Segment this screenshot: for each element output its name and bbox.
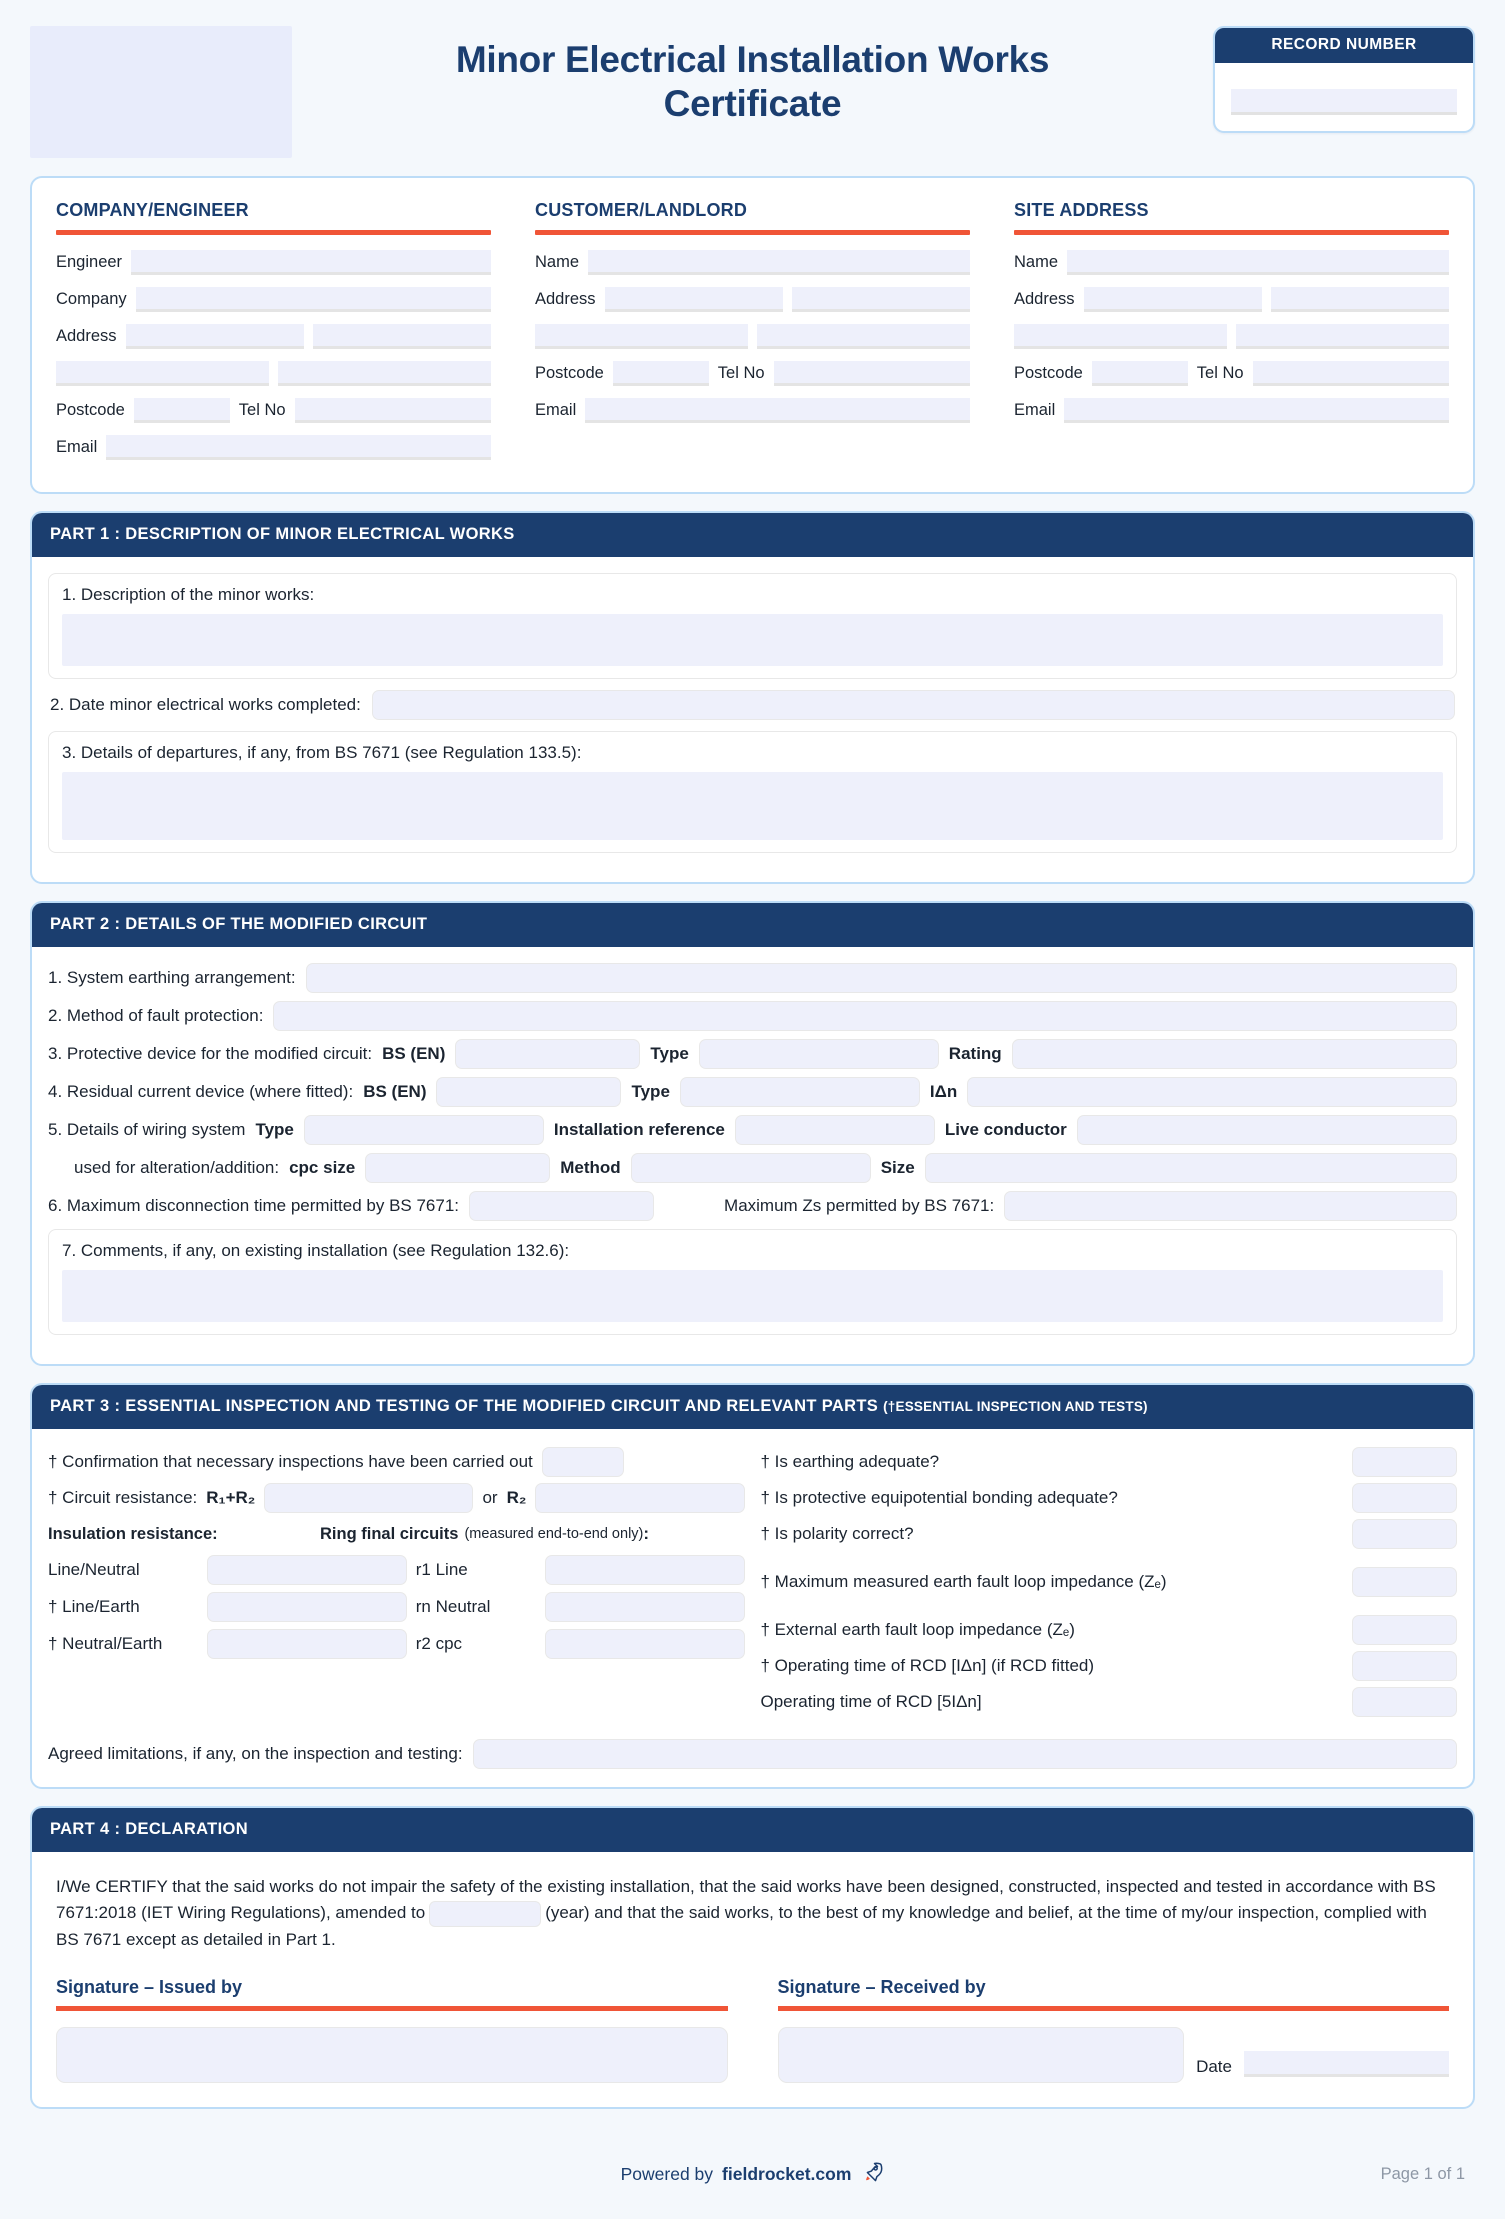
brand-name[interactable]: fieldrocket.com: [722, 2164, 852, 2185]
address-line2-input[interactable]: [313, 324, 491, 349]
part-4-section: [30, 1806, 1475, 2109]
part-3-body: [32, 1429, 1473, 1787]
rn-neutral-input[interactable]: [545, 1592, 745, 1622]
part-1-heading: PART 1 : DESCRIPTION OF MINOR ELECTRICAL WORKS: [32, 513, 1473, 557]
postcode-input[interactable]: [1092, 361, 1188, 386]
field-row-name: [1014, 248, 1449, 276]
accent-divider: [56, 230, 491, 235]
field-row-postcode-tel: [535, 359, 970, 387]
confirmation-row: [48, 1445, 745, 1479]
part2-item6b-label: Maximum Zs permitted by BS 7671:: [724, 1196, 995, 1215]
line-earth-input[interactable]: [207, 1592, 407, 1622]
rcd-bsen-input[interactable]: [436, 1077, 621, 1107]
rocket-icon: [860, 2160, 884, 2189]
page-number: Page 1 of 1: [1380, 2165, 1465, 2184]
part2-item5-row: [48, 1115, 1457, 1145]
engineer-input[interactable]: [131, 250, 491, 275]
agreed-limitations-input[interactable]: [473, 1739, 1457, 1769]
part2-item1-label: 1. System earthing arrangement:: [48, 968, 296, 987]
part-4-body: [32, 1852, 1473, 2107]
external-zs-label: † External earth fault loop impedance (Zₑ): [760, 1620, 1075, 1639]
rcd-type-input[interactable]: [680, 1077, 920, 1107]
rcd-idn-label: IΔn: [929, 1082, 958, 1101]
part2-item1-row: [48, 963, 1457, 993]
rn-neutral-label: rn Neutral: [415, 1597, 491, 1616]
powered-by: [621, 2160, 885, 2189]
postcode-input[interactable]: [613, 361, 709, 386]
r1-line-input[interactable]: [545, 1555, 745, 1585]
r1-plus-r2-input[interactable]: [264, 1483, 473, 1513]
field-row-address: [535, 285, 970, 313]
size-label: Size: [880, 1158, 915, 1177]
r2-cpc-input[interactable]: [545, 1629, 745, 1659]
field-row-company: [56, 285, 491, 313]
field-row-postcode-tel: [1014, 359, 1449, 387]
part2-item6-label: 6. Maximum disconnection time permitted by BS 7671:: [48, 1196, 460, 1215]
live-conductor-input[interactable]: [1077, 1115, 1457, 1145]
page-title: Minor Electrical Installation Works Certificate: [455, 39, 1050, 124]
email-label: Email: [56, 437, 98, 456]
rcd-operating-time-input[interactable]: [1352, 1651, 1457, 1681]
max-zs-permitted-input[interactable]: [1004, 1191, 1457, 1221]
max-measured-zs-input[interactable]: [1352, 1567, 1457, 1597]
name-label: Name: [1014, 252, 1059, 271]
agreed-limitations-row: [48, 1735, 1457, 1769]
signature-issued-by-canvas[interactable]: [56, 2027, 728, 2083]
signature-grid: [48, 1957, 1457, 2089]
address-label: Address: [56, 326, 117, 345]
agreed-limitations-label: Agreed limitations, if any, on the inspection and testing:: [48, 1744, 463, 1763]
accent-divider: [1014, 230, 1449, 235]
name-label: Name: [535, 252, 580, 271]
address-label: Address: [535, 289, 596, 308]
ring-final-colon: :: [643, 1524, 650, 1543]
address-line1-input[interactable]: [605, 287, 783, 312]
part2-item3-label: 3. Protective device for the modified circuit:: [48, 1044, 373, 1063]
wiring-system-type-input[interactable]: [304, 1115, 544, 1145]
page-footer: [30, 2126, 1475, 2219]
part1-departures-textarea[interactable]: [62, 772, 1443, 840]
contact-column-site-address: [1014, 200, 1449, 470]
postcode-input[interactable]: [134, 398, 230, 423]
address-label: Address: [1014, 289, 1075, 308]
external-zs-row: [761, 1613, 1458, 1647]
max-disconnection-time-input[interactable]: [469, 1191, 654, 1221]
installation-reference-input[interactable]: [735, 1115, 935, 1145]
line-neutral-label: Line/Neutral: [48, 1560, 140, 1579]
field-row-address-2: [1014, 322, 1449, 350]
polarity-correct-row: [761, 1517, 1458, 1551]
part1-item2-row: [48, 690, 1457, 720]
declaration-text-part-b: (year) and that the said works, to the best of my knowledge and belief, at the time of my/our inspection, complied with BS 7671 except as detailed in Part 1.: [56, 1903, 1427, 1949]
cpc-size-label: cpc size: [289, 1158, 356, 1177]
part2-item5-label: 5. Details of wiring system: [48, 1120, 246, 1139]
external-zs-input[interactable]: [1352, 1615, 1457, 1645]
contacts-panel: [30, 176, 1475, 494]
contact-column-title: CUSTOMER/LANDLORD: [535, 200, 748, 220]
installation-reference-label: Installation reference: [553, 1120, 725, 1139]
contacts-grid: [56, 200, 1449, 470]
r2-input[interactable]: [535, 1483, 744, 1513]
rcd-operating-time-label: † Operating time of RCD [IΔn] (if RCD fitted): [760, 1656, 1095, 1675]
part1-item2-label: 2. Date minor electrical works completed:: [50, 695, 361, 714]
part1-date-completed-input[interactable]: [372, 690, 1455, 720]
part-1-section: [30, 511, 1475, 884]
protective-device-rating-label: Rating: [948, 1044, 1002, 1063]
contact-column-title: COMPANY/ENGINEER: [56, 200, 249, 220]
accent-divider: [56, 2006, 728, 2011]
record-number-input[interactable]: [1231, 89, 1457, 115]
part2-item2-label: 2. Method of fault protection:: [48, 1006, 264, 1025]
part-1-body: [32, 557, 1473, 882]
part-4-heading: PART 4 : DECLARATION: [32, 1808, 1473, 1852]
address-line1-input[interactable]: [126, 324, 304, 349]
polarity-correct-input[interactable]: [1352, 1519, 1457, 1549]
bonding-adequate-row: [761, 1481, 1458, 1515]
name-input[interactable]: [1067, 250, 1449, 275]
method-input[interactable]: [631, 1153, 871, 1183]
circuit-or-label: or: [482, 1488, 498, 1507]
part-3-section: [30, 1383, 1475, 1789]
tel-no-label: Tel No: [238, 400, 286, 419]
size-input[interactable]: [925, 1153, 1457, 1183]
part2-comments-textarea[interactable]: [62, 1270, 1443, 1322]
bonding-adequate-input[interactable]: [1352, 1483, 1457, 1513]
protective-device-type-input[interactable]: [699, 1039, 939, 1069]
insulation-resistance-grid: [48, 1555, 745, 1659]
email-input[interactable]: [106, 435, 491, 460]
line-earth-label: † Line/Earth: [48, 1597, 140, 1616]
rcd-bsen-label: BS (EN): [363, 1082, 427, 1101]
declaration-text-part-a: I/We CERTIFY that the said works do not impair the safety of the existing installation, that the said works have been designed, constructed, inspected and tested in accordance with BS 7671:2018 (IET Wiring Regulations), amended to: [56, 1877, 1436, 1923]
circuit-resistance-row: [48, 1481, 745, 1515]
tel-no-input[interactable]: [774, 361, 970, 386]
name-input[interactable]: [588, 250, 970, 275]
part-3-grid: [48, 1445, 1457, 1721]
address-line1-input[interactable]: [1084, 287, 1262, 312]
part2-item6-row: [48, 1191, 1457, 1221]
rcd-operating-time-row: [761, 1649, 1458, 1683]
insulation-ring-heads: [48, 1517, 745, 1551]
part1-description-textarea[interactable]: [62, 614, 1443, 666]
signature-issued-by-title: Signature – Issued by: [56, 1977, 243, 1998]
field-row-email: [1014, 396, 1449, 424]
email-label: Email: [1014, 400, 1056, 419]
circuit-resistance-label: † Circuit resistance:: [48, 1488, 198, 1507]
wiring-system-type-label: Type: [255, 1120, 294, 1139]
part-3-left-column: [48, 1445, 745, 1721]
company-input[interactable]: [136, 287, 491, 312]
bonding-adequate-label: † Is protective equipotential bonding adequate?: [760, 1488, 1118, 1507]
system-earthing-arrangement-input[interactable]: [306, 963, 1457, 993]
tel-no-input[interactable]: [295, 398, 491, 423]
part-3-right-column: [761, 1445, 1458, 1721]
part2-item4-row: [48, 1077, 1457, 1107]
neutral-earth-input[interactable]: [207, 1629, 407, 1659]
postcode-label: Postcode: [1014, 363, 1083, 382]
contact-column-title: SITE ADDRESS: [1014, 200, 1149, 220]
address-line3-input[interactable]: [1014, 324, 1227, 349]
part1-item1-box: [48, 573, 1457, 679]
r1-plus-r2-label: R₁+R₂: [206, 1488, 256, 1507]
address-line2-input[interactable]: [1271, 287, 1449, 312]
max-measured-zs-row: [761, 1553, 1458, 1611]
method-of-fault-protection-input[interactable]: [273, 1001, 1457, 1031]
field-row-address-2: [56, 359, 491, 387]
protective-device-type-label: Type: [650, 1044, 689, 1063]
confirmation-input[interactable]: [542, 1447, 624, 1477]
record-number-body: [1215, 63, 1473, 131]
part2-item3-row: [48, 1039, 1457, 1069]
confirmation-label: † Confirmation that necessary inspections have been carried out: [48, 1452, 533, 1471]
max-measured-zs-label: † Maximum measured earth fault loop impedance (Zₑ): [760, 1572, 1167, 1592]
email-input[interactable]: [1064, 398, 1449, 423]
tel-no-input[interactable]: [1253, 361, 1449, 386]
company-logo-placeholder: [30, 26, 292, 158]
part1-item1-label: 1. Description of the minor works:: [62, 585, 315, 604]
record-number-card: [1213, 26, 1475, 133]
signature-received-by-canvas[interactable]: [778, 2027, 1185, 2083]
contact-column-company-engineer: [56, 200, 491, 470]
contact-column-customer-landlord: [535, 200, 970, 470]
protective-device-bsen-input[interactable]: [455, 1039, 640, 1069]
cpc-size-input[interactable]: [365, 1153, 550, 1183]
address-line4-input[interactable]: [278, 361, 491, 386]
signature-received-by-title: Signature – Received by: [777, 1977, 986, 1998]
rcd-5idn-input[interactable]: [1352, 1687, 1457, 1717]
ring-final-note: (measured end-to-end only): [464, 1526, 644, 1542]
address-line3-input[interactable]: [56, 361, 269, 386]
address-line4-input[interactable]: [1236, 324, 1449, 349]
company-label: Company: [56, 289, 127, 308]
protective-device-bsen-label: BS (EN): [382, 1044, 446, 1063]
protective-device-rating-input[interactable]: [1012, 1039, 1457, 1069]
address-line2-input[interactable]: [792, 287, 970, 312]
polarity-correct-label: † Is polarity correct?: [760, 1524, 914, 1543]
signature-issued-by-block: [56, 1977, 728, 2083]
postcode-label: Postcode: [535, 363, 604, 382]
part-3-heading: [32, 1385, 1473, 1429]
part2-item7-label: 7. Comments, if any, on existing installation (see Regulation 132.6):: [62, 1241, 570, 1260]
postcode-label: Postcode: [56, 400, 125, 419]
field-row-postcode-tel: [56, 396, 491, 424]
signature-received-by-block: [778, 1977, 1450, 2083]
part-3-heading-main: PART 3 : ESSENTIAL INSPECTION AND TESTING OF THE MODIFIED CIRCUIT AND RELEVANT PARTS: [50, 1397, 879, 1415]
part-2-heading: PART 2 : DETAILS OF THE MODIFIED CIRCUIT: [32, 903, 1473, 947]
date-label: Date: [1196, 2057, 1232, 2077]
ring-final-circuits-heading: Ring final circuits: [320, 1524, 459, 1543]
rcd-type-label: Type: [631, 1082, 670, 1101]
accent-divider: [778, 2006, 1450, 2011]
signature-received-row: [778, 2027, 1450, 2083]
tel-no-label: Tel No: [1196, 363, 1244, 382]
field-row-name: [535, 248, 970, 276]
page-header: [30, 0, 1475, 176]
neutral-earth-label: † Neutral/Earth: [48, 1634, 163, 1653]
part-2-body: [32, 947, 1473, 1364]
accent-divider: [535, 230, 970, 235]
part2-item5b-row: [48, 1153, 1457, 1183]
rcd-5idn-label: Operating time of RCD [5IΔn]: [760, 1692, 982, 1711]
rcd-idn-input[interactable]: [967, 1077, 1457, 1107]
field-row-address: [1014, 285, 1449, 313]
field-row-email: [56, 433, 491, 461]
address-line3-input[interactable]: [535, 324, 748, 349]
r1-line-label: r1 Line: [415, 1560, 468, 1579]
part1-item3-label: 3. Details of departures, if any, from BS 7671 (see Regulation 133.5):: [62, 743, 582, 762]
method-label: Method: [560, 1158, 621, 1177]
earthing-adequate-row: [761, 1445, 1458, 1479]
r2-cpc-label: r2 cpc: [415, 1634, 463, 1653]
email-input[interactable]: [585, 398, 970, 423]
field-row-engineer: [56, 248, 491, 276]
declaration-text: [48, 1868, 1457, 1957]
email-label: Email: [535, 400, 577, 419]
rcd-5idn-row: [761, 1685, 1458, 1719]
record-number-label: RECORD NUMBER: [1215, 28, 1473, 63]
title-container: [302, 26, 1203, 125]
part-2-section: [30, 901, 1475, 1366]
field-row-address: [56, 322, 491, 350]
date-input[interactable]: [1244, 2051, 1449, 2077]
engineer-label: Engineer: [56, 252, 123, 271]
tel-no-label: Tel No: [717, 363, 765, 382]
part2-item4-label: 4. Residual current device (where fitted):: [48, 1082, 354, 1101]
r2-label: R₂: [506, 1488, 527, 1507]
part1-item3-box: [48, 731, 1457, 853]
field-row-address-2: [535, 322, 970, 350]
part-3-heading-note: (†ESSENTIAL INSPECTION AND TESTS): [883, 1399, 1148, 1414]
amended-to-year-input[interactable]: [429, 1901, 541, 1927]
line-neutral-input[interactable]: [207, 1555, 407, 1585]
field-row-email: [535, 396, 970, 424]
earthing-adequate-input[interactable]: [1352, 1447, 1457, 1477]
part2-item5b-label: used for alteration/addition:: [74, 1158, 280, 1177]
live-conductor-label: Live conductor: [944, 1120, 1067, 1139]
part2-item2-row: [48, 1001, 1457, 1031]
address-line4-input[interactable]: [757, 324, 970, 349]
insulation-resistance-heading: Insulation resistance:: [48, 1524, 218, 1543]
earthing-adequate-label: † Is earthing adequate?: [760, 1452, 940, 1471]
part2-item7-box: [48, 1229, 1457, 1335]
powered-by-prefix: Powered by: [620, 2164, 714, 2185]
